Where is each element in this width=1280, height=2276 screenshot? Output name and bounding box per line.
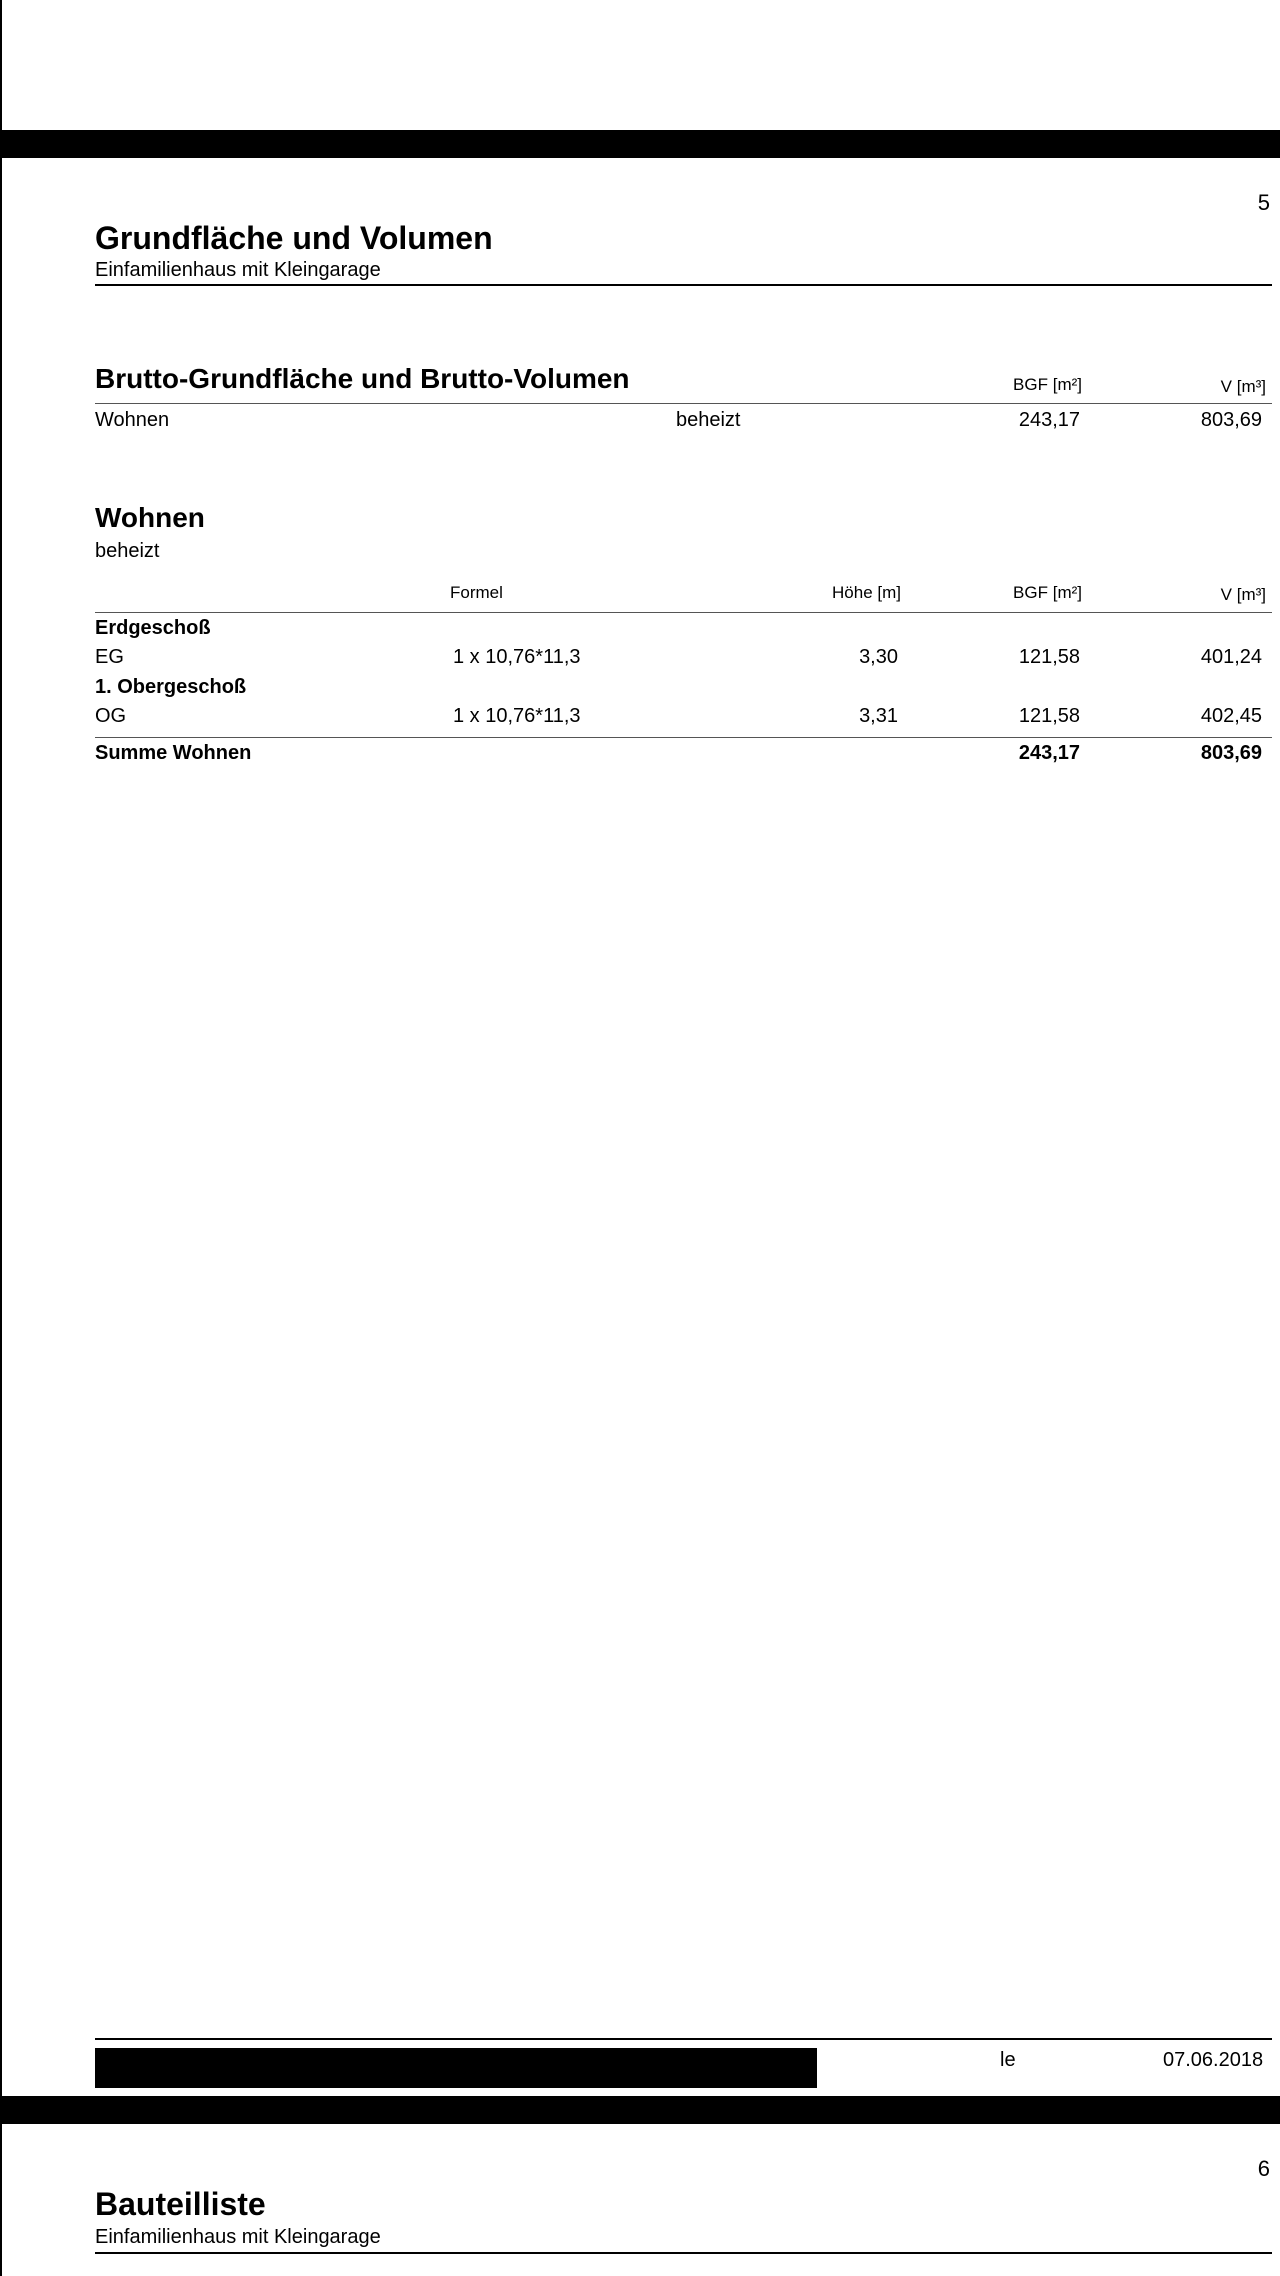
footer-rule <box>95 2038 1272 2040</box>
total-bgf: 243,17 <box>1018 742 1080 764</box>
page-subtitle: Einfamilienhaus mit Kleingarage <box>95 2226 381 2248</box>
viewer-left-edge <box>0 0 2 2276</box>
row-bgf: 121,58 <box>1018 705 1080 727</box>
summary-heading: Brutto-Grundfläche und Brutto-Volumen <box>95 363 630 394</box>
summary-col-bgf: BGF [m²] <box>1013 375 1082 394</box>
row-bgf: 121,58 <box>1018 646 1080 668</box>
row-height: 3,30 <box>859 646 898 668</box>
row-height: 3,31 <box>859 705 898 727</box>
detail-col-v: V [m³] <box>1220 585 1266 604</box>
detail-col-formula: Formel <box>450 583 503 602</box>
page-number: 6 <box>1257 2156 1270 2181</box>
row-label: OG <box>95 705 127 727</box>
total-label: Summe Wohnen <box>95 742 252 764</box>
page-number: 5 <box>1257 190 1270 215</box>
row-v: 402,45 <box>1200 705 1262 727</box>
row-formula: 1 x 10,76*11,3 <box>453 646 581 668</box>
detail-header-rule <box>95 612 1272 613</box>
group-name: Erdgeschoß <box>95 617 211 639</box>
footer-date: 07.06.2018 <box>1163 2049 1264 2071</box>
page-subtitle: Einfamilienhaus mit Kleingarage <box>95 259 381 281</box>
title-rule <box>95 284 1272 286</box>
row-label: EG <box>95 646 124 668</box>
row-v: 401,24 <box>1200 646 1262 668</box>
page-title: Bauteilliste <box>95 2186 266 2222</box>
footer-author: le <box>1000 2049 1016 2071</box>
detail-heading: Wohnen <box>95 502 205 533</box>
title-rule <box>95 2252 1272 2254</box>
page-separator <box>0 2096 1280 2124</box>
row-formula: 1 x 10,76*11,3 <box>453 705 581 727</box>
summary-row-name: Wohnen <box>95 409 170 431</box>
detail-col-height: Höhe [m] <box>832 583 901 602</box>
group-name: 1. Obergeschoß <box>95 676 247 698</box>
detail-col-bgf: BGF [m²] <box>1013 583 1082 602</box>
detail-subheading: beheizt <box>95 540 160 562</box>
total-rule <box>95 737 1272 738</box>
summary-header-rule <box>95 403 1272 404</box>
total-v: 803,69 <box>1200 742 1262 764</box>
page-title: Grundfläche und Volumen <box>95 220 493 256</box>
summary-row-bgf: 243,17 <box>1018 409 1080 431</box>
page-separator <box>0 130 1280 158</box>
redacted-block <box>95 2048 817 2088</box>
summary-row-v: 803,69 <box>1200 409 1262 431</box>
summary-col-v: V [m³] <box>1220 377 1266 396</box>
summary-row-type: beheizt <box>676 409 741 431</box>
